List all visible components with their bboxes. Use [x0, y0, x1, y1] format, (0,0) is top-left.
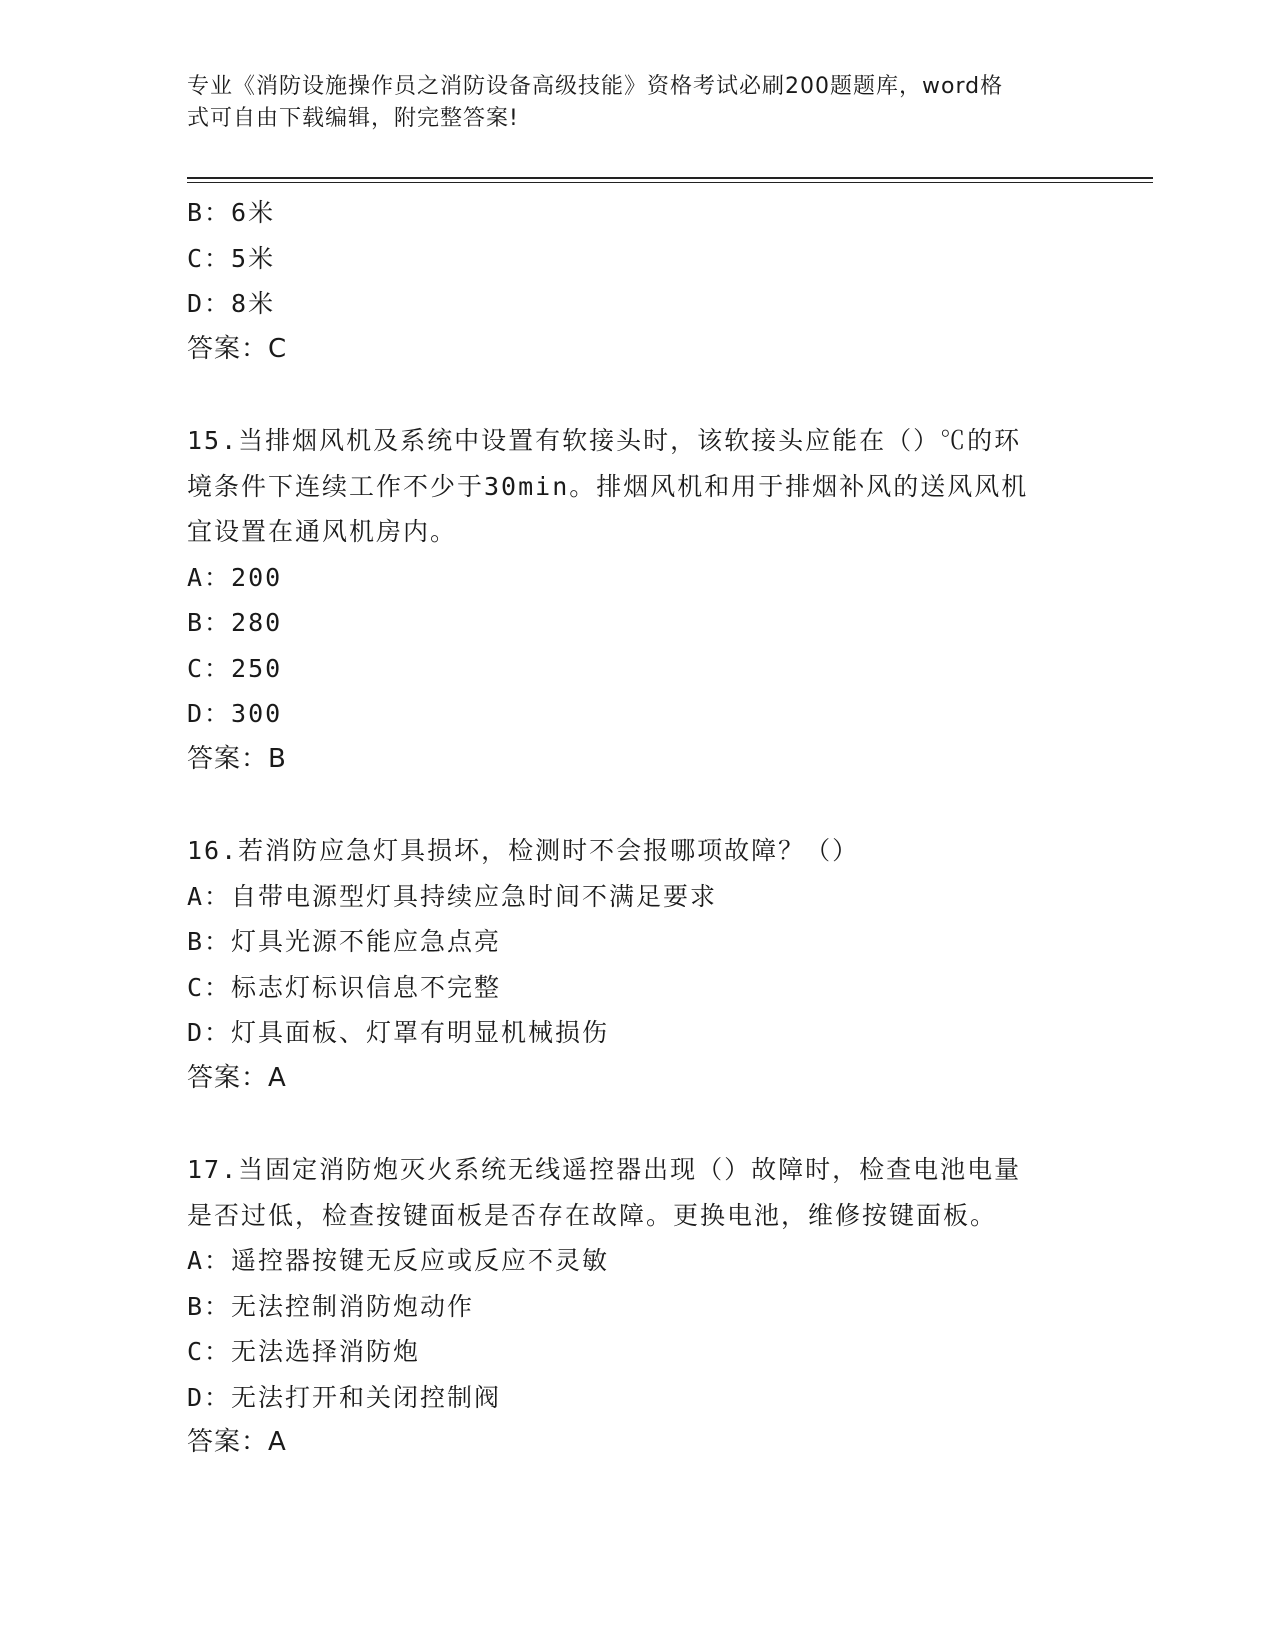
option-c: C：5米	[187, 243, 276, 273]
option-d: D：灯具面板、灯罩有明显机械损伤	[187, 1018, 610, 1047]
option-c: C：标志灯标识信息不完整	[187, 972, 502, 1002]
question-text-line: 宜设置在通风机房内。	[187, 517, 458, 546]
header-divider-thin	[187, 182, 1153, 183]
page-header	[187, 71, 1067, 135]
question-text-line: 境条件下连续工作不少于30min。排烟风机和用于排烟补风的送风风机	[187, 471, 1029, 501]
option-d: D：300	[187, 699, 283, 728]
question-15	[187, 418, 1087, 782]
header-divider-thick	[187, 177, 1153, 179]
question-14-tail	[187, 190, 1087, 372]
option-a: A：200	[187, 562, 283, 592]
option-c: C：无法选择消防炮	[187, 1337, 421, 1366]
header-line-2: 式可自由下载编辑，附完整答案!	[187, 106, 519, 131]
header-line-1: 专业《消防设施操作员之消防设备高级技能》资格考试必刷200题题库，word格	[187, 74, 1004, 99]
question-text-line: 16.若消防应急灯具损坏，检测时不会报哪项故障？（）	[187, 836, 860, 865]
answer: 答案：C	[187, 333, 288, 364]
option-a: A：自带电源型灯具持续应急时间不满足要求	[187, 881, 718, 911]
option-a: A：遥控器按键无反应或反应不灵敏	[187, 1246, 610, 1275]
question-16	[187, 828, 1087, 1101]
answer: 答案：A	[187, 1062, 287, 1093]
question-list	[187, 190, 1087, 1466]
option-b: B：无法控制消防炮动作	[187, 1291, 475, 1321]
option-d: D：无法打开和关闭控制阀	[187, 1382, 502, 1412]
answer: 答案：A	[187, 1427, 287, 1457]
question-17	[187, 1147, 1087, 1466]
option-b: B：280	[187, 608, 283, 637]
question-text-line: 17.当固定消防炮灭火系统无线遥控器出现（）故障时，检查电池电量	[187, 1155, 1022, 1184]
option-b: B：6米	[187, 198, 276, 227]
question-text-line: 15.当排烟风机及系统中设置有软接头时，该软接头应能在（）℃的环	[187, 426, 1022, 455]
answer: 答案：B	[187, 743, 287, 774]
option-d: D：8米	[187, 289, 276, 318]
question-text-line: 是否过低，检查按键面板是否存在故障。更换电池，维修按键面板。	[187, 1200, 998, 1230]
option-c: C：250	[187, 653, 283, 683]
option-b: B：灯具光源不能应急点亮	[187, 927, 502, 956]
